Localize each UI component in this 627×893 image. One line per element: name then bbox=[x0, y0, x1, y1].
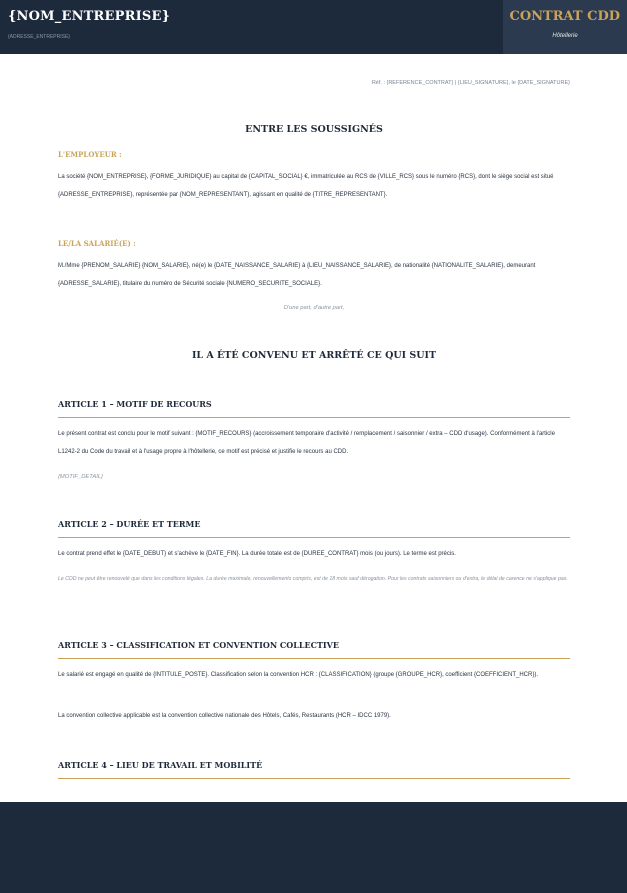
parties-title: ENTRE LES SOUSSIGNÉS bbox=[245, 124, 383, 135]
employer-paragraph: La société {NOM_ENTREPRISE}, {FORME_JURIDIQUE} au capital de {CAPITAL_SOCIAL} €, immatriculée au RCS de {VILLE_RCS} sous le numéro {RCS}, dont le siège social est situé {ADRESSE_ENTREPRISE}, représentée par {NOM_REPRESENTANT}, agissant en qualité de {TITRE_REPRESENTANT}. bbox=[58, 174, 554, 198]
article-2-divider bbox=[58, 537, 570, 538]
employer-label: L'EMPLOYEUR : bbox=[58, 150, 122, 159]
parties-closing: D'une part, d'autre part, bbox=[283, 305, 345, 311]
article-4-divider bbox=[58, 778, 570, 779]
article-3-convention-paragraph: La convention collective applicable est la convention collective nationale des Hôtels, Cafés, Restaurants (HCR – IDCC 1979). bbox=[58, 713, 391, 719]
employee-label: LE/LA SALARIÉ(E) : bbox=[58, 239, 136, 248]
article-1-divider bbox=[58, 417, 570, 418]
article-3-title: ARTICLE 3 – CLASSIFICATION ET CONVENTION COLLECTIVE bbox=[58, 640, 339, 650]
contract-type-title: CONTRAT CDD bbox=[509, 9, 620, 24]
sector-label: Hôtellerie bbox=[552, 33, 578, 39]
company-address: {ADRESSE_ENTREPRISE} bbox=[8, 34, 70, 40]
article-2-title: ARTICLE 2 – DURÉE ET TERME bbox=[58, 519, 201, 529]
document-header bbox=[0, 0, 627, 54]
agreement-title: IL A ÉTÉ CONVENU ET ARRÊTÉ CE QUI SUIT bbox=[191, 350, 437, 361]
article-3-paragraph: Le salarié est engagé en qualité de {INTITULE_POSTE}. Classification selon la convention HCR : {CLASSIFICATION} (groupe {GROUPE_HCR}, coefficient {COEFFICIENT_HCR}). bbox=[58, 672, 538, 678]
contract-type-panel bbox=[503, 0, 627, 54]
article-1-paragraph: Le présent contrat est conclu pour le motif suivant : {MOTIF_RECOURS} (accroissement temporaire d'activité / remplacement / saisonnier / extra – CDD d'usage). Conformément à l'article L1242-2 du Code du travail et à l'usage propre à l'hôtellerie, ce motif est précisé et justifie le recours au CDD. bbox=[58, 431, 555, 455]
article-1-title: ARTICLE 1 – MOTIF DE RECOURS bbox=[58, 399, 212, 409]
article-2-paragraph: Le contrat prend effet le {DATE_DEBUT} et s'achève le {DATE_FIN}. La durée totale est de {DUREE_CONTRAT} mois (ou jours). Le terme est précis. bbox=[58, 551, 456, 557]
employee-paragraph: M./Mme {PRENOM_SALARIE} {NOM_SALARIE}, né(e) le {DATE_NAISSANCE_SALARIE} à {LIEU_NAISSANCE_SALARIE}, de nationalité {NATIONALITE_SALARIE}, demeurant {ADRESSE_SALARIE}, titulaire du numéro de Sécurité sociale {NUMERO_SECURITE_SOCIALE}. bbox=[58, 263, 536, 287]
article-4-title: ARTICLE 4 – LIEU DE TRAVAIL ET MOBILITÉ bbox=[58, 760, 263, 770]
article-2-note: Le CDD ne peut être renouvelé que dans les conditions légales. La durée maximale, renouvellements compris, est de 18 mois sauf dérogation. Pour les contrats saisonniers ou d'extra, le délai de carence ne s'applique pas. bbox=[58, 576, 568, 582]
article-3-divider bbox=[58, 658, 570, 659]
reference-line: Réf. : {REFERENCE_CONTRAT} | {LIEU_SIGNATURE}, le {DATE_SIGNATURE} bbox=[371, 80, 570, 86]
document-footer bbox=[0, 802, 627, 893]
article-1-detail: {MOTIF_DETAIL} bbox=[58, 474, 103, 480]
company-name: {NOM_ENTREPRISE} bbox=[8, 9, 171, 24]
